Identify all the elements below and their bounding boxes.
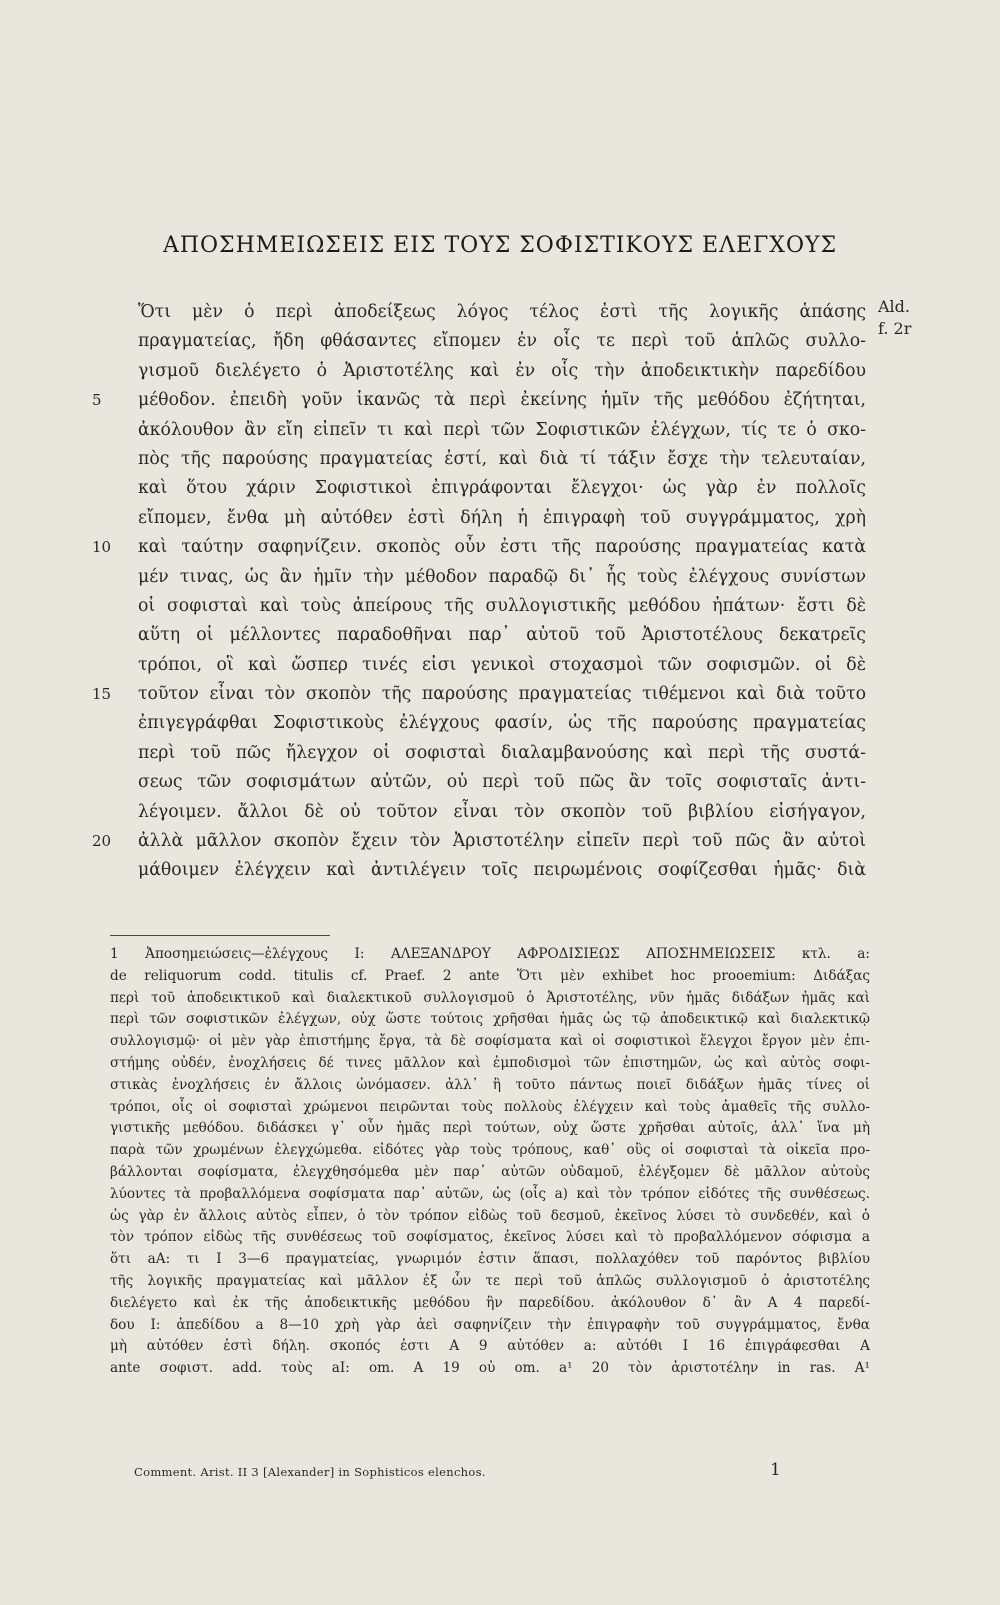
- margin-reference: [878, 296, 918, 340]
- text-line: [138, 592, 866, 621]
- line-text: πραγματείας, ἤδη φθάσαντες εἴπομεν ἐν οἷς τε περὶ τοῦ ἁπλῶς συλλο-: [138, 331, 866, 352]
- line-text: ἀλλὰ μᾶλλον σκοπὸν ἔχειν τὸν Ἀριστοτέλην εἰπεῖν περὶ τοῦ πῶς ἂν αὐτοὶ: [138, 831, 866, 852]
- apparatus-line: παρὰ τῶν χρωμένων ἐλεγχώμεθα. εἰδότες γὰρ τοὺς τρόπους, καθ᾽ οὓς οἱ σοφισταὶ τὰ οἰκεῖα προ-: [110, 1142, 870, 1159]
- text-line: [138, 357, 866, 386]
- text-line: [138, 298, 866, 327]
- line-text: τοῦτον εἶναι τὸν σκοπὸν τῆς παρούσης πραγματείας τιθέμενοι καὶ διὰ τοῦτο: [138, 684, 866, 705]
- text-line: [138, 504, 866, 533]
- text-line: [138, 856, 866, 885]
- line-number: 10: [92, 538, 112, 557]
- apparatus-line: περὶ τῶν σοφιστικῶν ἐλέγχων, οὐχ ὥστε τούτοις χρῆσθαι ἡμᾶς ὡς τῷ ἀποδεικτικῷ καὶ διαλεκτικῷ: [110, 1011, 870, 1028]
- footnote-divider: [110, 935, 330, 936]
- apparatus-line: ante σοφιστ. add. τοὺς aI: om. A 19 οὐ om. a¹ 20 τὸν ἀριστοτέλην in ras. A¹: [110, 1360, 870, 1377]
- apparatus-line: 1 Ἀποσημειώσεις—ἐλέγχους I: ΑΛΕΞΑΝΔΡΟΥ ΑΦΡΟΔΙΣΙΕΩΣ ΑΠΟΣΗΜΕΙΩΣΕΙΣ κτλ. a:: [110, 946, 870, 962]
- text-line: [138, 651, 866, 680]
- page-title: ΑΠΟΣΗΜΕΙΩΣΕΙΣ ΕΙΣ ΤΟΥΣ ΣΟΦΙΣΤΙΚΟΥΣ ΕΛΕΓΧΟΥΣ: [162, 233, 838, 258]
- line-text: αὕτη οἱ μέλλοντες παραδοθῆναι παρ᾽ αὐτοῦ τοῦ Ἀριστοτέλους δεκατρεῖς: [138, 625, 866, 646]
- main-text: [92, 298, 866, 886]
- running-footer: Comment. Arist. II 3 [Alexander] in Sophisticos elenchos.: [134, 1465, 486, 1479]
- apparatus-line: στικὰς ἐνοχλήσεις ἐν ἄλλοις ὠνόμασεν. ἀλλ᾽ ἢ τοῦτο πάντως ποιεῖ διδάξων ἡμᾶς τίνες οἱ: [110, 1076, 870, 1093]
- apparatus-line: περὶ τοῦ ἀποδεικτικοῦ καὶ διαλεκτικοῦ συλλογισμοῦ ὁ Ἀριστοτέλης, νῦν ἡμᾶς διδάξων ἡμᾶς καὶ: [110, 989, 870, 1006]
- line-number: 5: [92, 391, 102, 410]
- text-line: [92, 533, 866, 562]
- apparatus-line: δου I: ἀπεδίδου a 8—10 χρὴ γὰρ ἀεὶ σαφηνίζειν τὴν ἐπιγραφὴν τοῦ συγγράμματος, ἔνθα: [110, 1316, 870, 1333]
- text-line: [138, 563, 866, 592]
- apparatus-line: τρόποι, οἷς οἱ σοφισταὶ χρώμενοι πειρῶνται τοὺς πολλοὺς ἐλέγχειν καὶ τοὺς ἀμαθεῖς τῆς συλλο-: [110, 1098, 870, 1115]
- apparatus-line: διελέγετο καὶ ἐκ τῆς ἀποδεικτικῆς μεθόδου ἣν παρεδίδου. ἀκόλουθον δ᾽ ἂν A 4 παρεδί-: [110, 1294, 870, 1311]
- text-line: [92, 827, 866, 856]
- apparatus-line: ὅτι aA: τι I 3—6 πραγματείας, γνωριμόν ἐστιν ἅπασι, πολλαχόθεν τοῦ παρόντος βιβλίου: [110, 1251, 870, 1268]
- text-line: [138, 739, 866, 768]
- line-text: εἴπομεν, ἔνθα μὴ αὐτόθεν ἐστὶ δήλη ἡ ἐπιγραφὴ τοῦ συγγράμματος, χρὴ: [138, 507, 866, 528]
- text-line: [138, 798, 866, 827]
- text-line: [138, 445, 866, 474]
- line-text: μέθοδον. ἐπειδὴ γοῦν ἱκανῶς τὰ περὶ ἐκείνης ἡμῖν τῆς μεθόδου ἐζήτηται,: [138, 390, 866, 411]
- text-line: [138, 416, 866, 445]
- text-line: [138, 327, 866, 356]
- line-text: τρόποι, οἳ καὶ ὥσπερ τινές εἰσι γενικοὶ στοχασμοὶ τῶν σοφισμῶν. οἱ δὲ: [138, 654, 866, 675]
- line-text: πὸς τῆς παρούσης πραγματείας ἐστί, καὶ διὰ τί τάξιν ἔσχε τὴν τελευταίαν,: [138, 448, 866, 469]
- apparatus-line: τὸν τρόπον εἰδὼς τῆς συνθέσεως τοῦ σοφίσματος, ἐκεῖνος λύσει καὶ τὸ προβαλλόμενον σόφισμα a: [110, 1229, 870, 1246]
- line-text: γισμοῦ διελέγετο ὁ Ἀριστοτέλης καὶ ἐν οἷς τὴν ἀποδεικτικὴν παρεδίδου: [138, 360, 866, 381]
- line-text: καὶ ταύτην σαφηνίζειν. σκοπὸς οὖν ἐστι τῆς παρούσης πραγματείας κατὰ: [138, 537, 866, 558]
- apparatus-line: μὴ αὐτόθεν ἐστὶ δήλη. σκοπός ἐστι A 9 αὐτόθεν a: αὐτόθι I 16 ἐπιγράφεσθαι A: [110, 1338, 870, 1355]
- page-number: 1: [770, 1460, 781, 1480]
- apparatus-line: συλλογισμῷ· οἱ μὲν γὰρ ἐπιστήμης ἔργα, τὰ δὲ σοφίσματα καὶ οἱ σοφιστικοὶ ἔλεγχοι ἔργον μὲν ἐπι-: [110, 1033, 870, 1050]
- critical-apparatus: [110, 944, 870, 1380]
- apparatus-line: γιστικῆς μεθόδου. διδάσκει γ᾽ οὖν ἡμᾶς περὶ τούτων, οὐχ ὥστε χρῆσθαι αὐτοῖς, ἀλλ᾽ ἵνα μὴ: [110, 1120, 870, 1137]
- apparatus-line: βάλλονται σοφίσματα, ἐλεγχθησόμεθα μὲν παρ᾽ αὐτῶν οὐδαμοῦ, ἐλέγξομεν δὲ μᾶλλον αὐτοὺς: [110, 1163, 870, 1180]
- apparatus-line: ὡς γὰρ ἐν ἄλλοις αὐτὸς εἶπεν, ὁ τὸν τρόπον εἰδὼς τοῦ δεσμοῦ, ἐκεῖνος λύσει τὸ συνδεθέν, καὶ ὁ: [110, 1207, 870, 1224]
- apparatus-line: λύοντες τὰ προβαλλόμενα σοφίσματα παρ᾽ αὐτῶν, ὡς (οἷς a) καὶ τὸν τρόπον εἰδότες τῆς συνθέσεως.: [110, 1185, 870, 1202]
- text-line: [138, 474, 866, 503]
- text-line: [92, 680, 866, 709]
- line-number: 15: [92, 685, 112, 704]
- line-text: σεως τῶν σοφισμάτων αὐτῶν, οὐ περὶ τοῦ πῶς ἂν τοῖς σοφισταῖς ἀντι-: [138, 772, 866, 793]
- line-text: καὶ ὅτου χάριν Σοφιστικοὶ ἐπιγράφονται ἔλεγχοι· ὡς γὰρ ἐν πολλοῖς: [138, 478, 866, 499]
- line-text: λέγοιμεν. ἄλλοι δὲ οὐ τοῦτον εἶναι τὸν σκοπὸν τοῦ βιβλίου εἰσήγαγον,: [138, 801, 866, 822]
- line-text: ἐπιγεγράφθαι Σοφιστικοὺς ἐλέγχους φασίν, ὡς τῆς παρούσης πραγματείας: [138, 713, 866, 734]
- margin-ref-folio: f. 2r: [878, 319, 912, 338]
- text-line: [138, 709, 866, 738]
- line-text: μάθοιμεν ἐλέγχειν καὶ ἀντιλέγειν τοῖς πειρωμένοις σοφίζεσθαι ἡμᾶς· διὰ: [138, 860, 866, 881]
- line-text: περὶ τοῦ πῶς ἤλεγχον οἱ σοφισταὶ διαλαμβανούσης καὶ περὶ τῆς συστά-: [138, 742, 866, 763]
- text-line: [138, 621, 866, 650]
- line-text: μέν τινας, ὡς ἂν ἡμῖν τὴν μέθοδον παραδῷ δι᾽ ἧς τοὺς ἐλέγχους συνίστων: [138, 566, 866, 587]
- apparatus-line: de reliquorum codd. titulis cf. Praef. 2 ante Ὅτι μὲν exhibet hoc prooemium: Διδάξας: [110, 967, 870, 984]
- line-text: Ὅτι μὲν ὁ περὶ ἀποδείξεως λόγος τέλος ἐστὶ τῆς λογικῆς ἁπάσης: [138, 302, 866, 322]
- text-line: [138, 768, 866, 797]
- apparatus-line: τῆς λογικῆς πραγματείας καὶ μᾶλλον ἐξ ὧν τε περὶ τοῦ ἁπλῶς συλλογισμοῦ ὁ ἀριστοτέλης: [110, 1272, 870, 1289]
- line-text: ἀκόλουθον ἂν εἴη εἰπεῖν τι καὶ περὶ τῶν Σοφιστικῶν ἐλέγχων, τίς τε ὁ σκο-: [138, 419, 866, 440]
- apparatus-line: στήμης οὐδέν, ἐνοχλήσεις δέ τινες μᾶλλον καὶ ἐμποδισμοὶ τῶν ἐπιστημῶν, ὡς καὶ αὐτὸς σοφι-: [110, 1054, 870, 1071]
- line-text: οἱ σοφισταὶ καὶ τοὺς ἀπείρους τῆς συλλογιστικῆς μεθόδου ἠπάτων· ἔστι δὲ: [138, 595, 866, 616]
- line-number: 20: [92, 832, 112, 851]
- text-line: [92, 386, 866, 415]
- margin-ref-edition: Ald.: [878, 297, 910, 316]
